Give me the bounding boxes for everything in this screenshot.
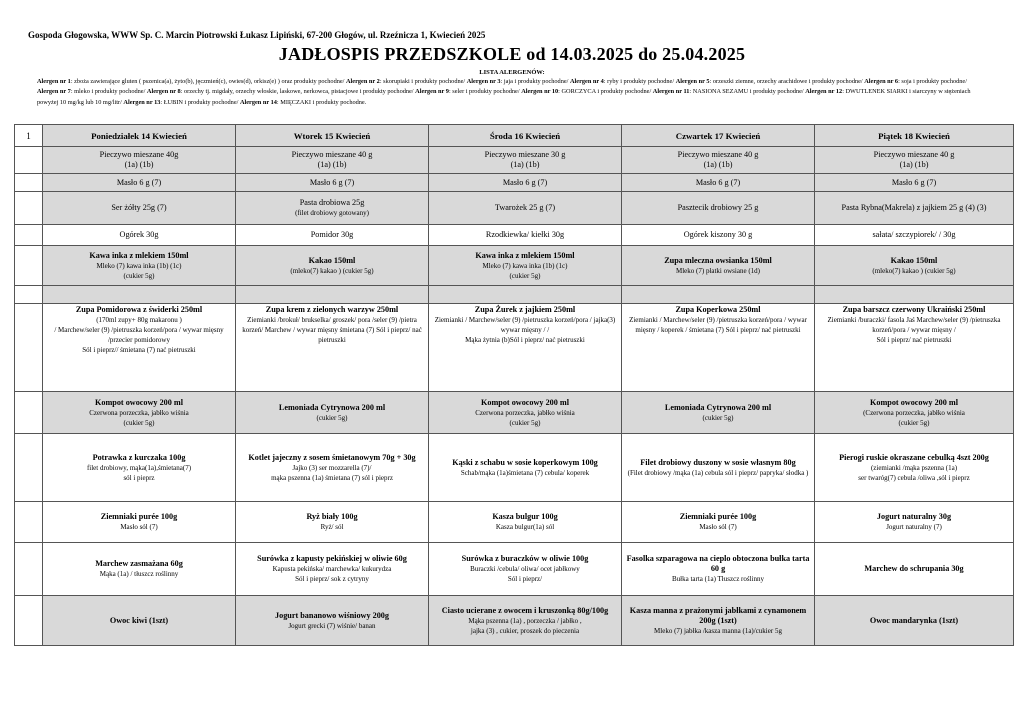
menu-line: (ziemianki /mąka pszenna (1a) [870, 463, 958, 472]
menu-line: (mleko(7) kakao ) (cukier 5g) [872, 266, 956, 275]
menu-line: Kakao 150ml [308, 255, 356, 265]
menu-line: Schab/mąka (1a)śmietana (7) cebula/ koperek [460, 468, 590, 477]
menu-cell-drink1 [429, 246, 622, 286]
menu-cell-butter [815, 174, 1014, 192]
menu-line: (cukier 5g) [123, 271, 155, 280]
menu-line: (1a) (1b) [510, 160, 540, 169]
menu-line: (filet drobiowy gotowany) [295, 209, 369, 217]
menu-line: Pieczywo mieszane 40g [99, 150, 179, 159]
allergen-label: Alergen nr 7 [37, 88, 71, 96]
menu-line: Sól i pieprz/ nać pietruszki [876, 336, 952, 344]
menu-cell-spread [622, 192, 815, 225]
menu-cell-spacer [815, 286, 1014, 304]
menu-line: Ziemianki /brokuł/ brukselka/ groszek/ pora /seler (9) /pietra korzeń/ Marchew / wywar mięsny śmietana (7) Sól i pieprz/ nać pietruszki [242, 316, 422, 344]
menu-line: Kompot owocowy 200 ml [94, 397, 183, 407]
menu-line: (1a) (1b) [317, 160, 347, 169]
menu-cell-soup [622, 304, 815, 392]
allergen-label: Alergen nr 5 [675, 78, 710, 85]
menu-line: (cukier 5g) [509, 418, 541, 427]
allergen-text: : jaja i produkty pochodne/ [500, 78, 570, 85]
menu-line: Czerwona porzeczka, jabłko wiśnia [475, 408, 575, 417]
allergen-text: : DWUTLENEK SIARKI i siarczyny w stężeniach powyżej 10 mg/kg lub 10 mg/litr/ [37, 88, 971, 106]
menu-cell-salad [43, 543, 236, 596]
menu-cell-veg [43, 225, 236, 246]
menu-line: Kasza manna z prażonymi jabłkami z cynamonem 200g (1szt) [629, 605, 807, 625]
menu-line: (cukier 5g) [898, 418, 930, 427]
menu-line: Pieczywo mieszane 30 g [484, 150, 566, 159]
menu-line: Ogórek 30g [119, 230, 159, 239]
menu-cell-bread [236, 147, 429, 174]
menu-cell-salad [622, 543, 815, 596]
menu-line: ser twaróg(7) cebula /oliwa ,sól i pieprz [858, 473, 970, 482]
menu-line: Jogurt bananowo wiśniowy 200g [275, 610, 389, 620]
menu-line: (1a) (1b) [899, 160, 929, 169]
menu-cell-soup [429, 304, 622, 392]
menu-line: Czerwona porzeczka, jabłko wiśnia [89, 408, 189, 417]
menu-line: Pieczywo mieszane 40 g [873, 150, 955, 159]
page-title: JADŁOSPIS PRZEDSZKOLE od 14.03.2025 do 25.04.2025 [278, 44, 746, 64]
menu-row-main [15, 434, 1014, 502]
menu-line: Mleko (7) kawa inka (1b) (1c) [482, 261, 568, 270]
menu-cell-dessert [429, 596, 622, 646]
menu-line: Mleko (7) płatki owsiane (1d) [676, 266, 760, 275]
allergen-label: Alergen nr 2 [346, 78, 380, 85]
day-header: Piątek 18 Kwiecień [815, 125, 1014, 147]
menu-cell-drink1 [43, 246, 236, 286]
menu-line: Rzodkiewka/ kiełki 30g [485, 230, 565, 239]
menu-line: Zupa Pomidorowa z świderki 250ml [75, 305, 203, 314]
menu-line: (cukier 5g) [509, 271, 541, 280]
menu-row-butter [15, 174, 1014, 192]
menu-cell-salad [236, 543, 429, 596]
menu-cell-side [429, 502, 622, 543]
menu-line: Marchew zasmażana 60g [95, 559, 183, 568]
menu-row-salad [15, 543, 1014, 596]
menu-cell-drink1 [236, 246, 429, 286]
menu-row-spread [15, 192, 1014, 225]
menu-cell-spacer [622, 286, 815, 304]
menu-line: Ziemianki / Marchew/seler (9) /pietruszka korzeń/pora / jajka(3) wywar mięsny / / [434, 316, 616, 334]
menu-cell-butter [236, 174, 429, 192]
menu-line: Kotlet jajeczny z sosem śmietanowym 70g + 30g [248, 452, 416, 462]
week-column-cell [15, 225, 43, 246]
menu-line: Buraczki /cebula/ oliwa/ ocet jabłkowy [470, 565, 580, 573]
allergen-text: : orzeszki ziemne, orzechy arachidowe i produkty pochodne/ [709, 78, 865, 85]
menu-cell-spread [429, 192, 622, 225]
menu-line: (1a) (1b) [703, 160, 733, 169]
allergen-text: : soja i produkty pochodne/ [898, 78, 967, 85]
menu-line: Mąka żytnia (b)Sól i pieprz/ nać pietruszki [465, 336, 585, 344]
allergen-text: : GORCZYCA i produkty pochodne/ [558, 88, 653, 96]
menu-line: (Filet drobiowy /mąka (1a) cebula sól i pieprz/ papryka/ słodka ) [627, 468, 809, 477]
menu-line: Mąka pszenna (1a) , porzeczka / jabłko , [468, 616, 582, 625]
menu-line: Zupa Żurek z jajkiem 250ml [474, 305, 576, 314]
menu-row-soup [15, 304, 1014, 392]
menu-cell-veg [815, 225, 1014, 246]
menu-line: (1a) (1b) [124, 160, 154, 169]
menu-row-drink2 [15, 392, 1014, 434]
menu-line: Zupa barszcz czerwony Ukraiński 250ml [842, 305, 986, 314]
menu-line: Surówka z buraczków w oliwie 100g [461, 554, 589, 563]
menu-cell-bread [622, 147, 815, 174]
menu-cell-spread [236, 192, 429, 225]
menu-line: Ryż biały 100g [306, 512, 358, 521]
menu-cell-bread [429, 147, 622, 174]
allergen-label: Alergen nr 12 [805, 88, 843, 96]
menu-line: Kakao 150ml [890, 255, 938, 265]
menu-line: Kawa inka z mlekiem 150ml [89, 250, 189, 260]
allergen-list-heading: LISTA ALERGENÓW: [479, 69, 545, 76]
menu-cell-spacer [43, 286, 236, 304]
menu-line: Ogórek kiszony 30 g [683, 230, 753, 239]
menu-row-veg [15, 225, 1014, 246]
menu-cell-main [236, 434, 429, 502]
menu-line: Ziemniaki purée 100g [100, 512, 178, 521]
allergen-label: Alergen nr 9 [415, 88, 449, 96]
menu-line: Masło sól (7) [699, 523, 737, 531]
menu-line: Ziemianki / Marchew/seler (9) /pietruszka korzeń/pora / wywar mięsny / koperek / śmietana (7) Sól i pieprz/ nać pietruszki [629, 316, 807, 334]
menu-cell-dessert [43, 596, 236, 646]
week-column-cell [15, 543, 43, 596]
menu-cell-drink1 [622, 246, 815, 286]
menu-line: Masło 6 g (7) [502, 177, 548, 187]
menu-line: Twarożek 25 g (7) [494, 203, 556, 212]
allergen-list [37, 77, 987, 108]
week-column-cell [15, 596, 43, 646]
menu-line: Sól i pieprz// śmietana (7) nać pietruszki [82, 346, 196, 354]
menu-line: (cukier 5g) [702, 413, 734, 422]
menu-cell-drink2 [43, 392, 236, 434]
menu-line: Mleko (7) kawa inka (1b) (1c) [96, 261, 182, 270]
menu-line: Pasta Rybna(Makrela) z jajkiem 25 g (4) (3) [841, 203, 987, 212]
menu-line: Kompot owocowy 200 ml [869, 397, 958, 407]
menu-line: Masło 6 g (7) [891, 177, 937, 187]
allergen-text: : mleko i produkty pochodne/ [70, 88, 147, 96]
week-column-cell [15, 304, 43, 392]
menu-cell-soup [43, 304, 236, 392]
allergen-text: : ŁUBIN i produkty pochodne/ [160, 98, 240, 106]
allergen-text: : MIĘCZAKI i produkty pochodne. [276, 98, 367, 106]
menu-cell-butter [43, 174, 236, 192]
menu-cell-veg [622, 225, 815, 246]
week-column-cell [15, 147, 43, 174]
menu-line: jajka (3) , cukier, proszek do pieczenia [470, 626, 580, 635]
menu-cell-bread [815, 147, 1014, 174]
menu-line: Kawa inka z mlekiem 150ml [475, 250, 575, 260]
day-header: Czwartek 17 Kwiecień [622, 125, 815, 147]
menu-line: Pieczywo mieszane 40 g [677, 150, 759, 159]
menu-line: Jogurt naturalny (7) [886, 523, 942, 531]
menu-line: Lemoniada Cytrynowa 200 ml [664, 402, 772, 412]
allergen-label: Alergen nr 3 [466, 78, 501, 85]
menu-cell-side [43, 502, 236, 543]
menu-cell-soup [815, 304, 1014, 392]
menu-line: Ziemniaki purée 100g [679, 512, 757, 521]
menu-line: Owoc kiwi (1szt) [109, 615, 169, 625]
menu-line: Pasztecik drobiowy 25 g [677, 203, 759, 212]
menu-line: Surówka z kapusty pekińskiej w oliwie 60g [257, 554, 407, 563]
menu-line: Pomidor 30g [310, 230, 354, 239]
day-header: Środa 16 Kwiecień [429, 125, 622, 147]
menu-cell-main [429, 434, 622, 502]
menu-cell-dessert [622, 596, 815, 646]
menu-cell-drink2 [622, 392, 815, 434]
menu-cell-veg [429, 225, 622, 246]
menu-cell-dessert [236, 596, 429, 646]
week-number: 1 [15, 125, 43, 147]
menu-row-side [15, 502, 1014, 543]
week-column-cell [15, 502, 43, 543]
menu-line: (cukier 5g) [316, 413, 348, 422]
menu-cell-spacer [429, 286, 622, 304]
week-column-cell [15, 246, 43, 286]
menu-cell-main [815, 434, 1014, 502]
menu-line: Masło sól (7) [120, 523, 158, 531]
menu-line: Owoc mandarynka (1szt) [869, 615, 959, 625]
menu-line: Mleko (7) jabłka /kasza manna (1a)/cukier 5g [654, 626, 782, 635]
week-column-cell [15, 434, 43, 502]
menu-line: sól i pieprz [123, 473, 155, 482]
menu-line: Ser żółty 25g (7) [111, 203, 167, 212]
menu-line: Mąka (1a) / tłuszcz roślinny [99, 570, 179, 578]
menu-line: Zupa Koperkowa 250ml [675, 305, 761, 314]
allergen-label: Alergen nr 13 [123, 98, 161, 106]
menu-line: filet drobiowy, mąka(1a),śmietana(7) [86, 463, 192, 472]
allergen-text: : seler i produkty pochodne/ [448, 88, 522, 96]
menu-line: Jogurt grecki (7) wiśnie/ banan [288, 621, 376, 630]
menu-cell-drink2 [236, 392, 429, 434]
menu-line: Ryż/ sól [320, 523, 344, 531]
menu-line: Marchew do schrupania 30g [864, 564, 964, 573]
menu-cell-butter [429, 174, 622, 192]
allergen-label: Alergen nr 14 [239, 98, 277, 106]
allergen-label: Alergen nr 11 [652, 88, 690, 96]
allergen-text: : ryby i produkty pochodne/ [603, 78, 676, 85]
allergen-text: : zboża zawierające gluten ( pszenica(a), żyto(b), jęczmień(c), owies(d), orkisz(e) ) oraz produkty pochodne/ [70, 78, 346, 85]
menu-line: Masło 6 g (7) [695, 177, 741, 187]
menu-cell-spread [815, 192, 1014, 225]
day-header: Poniedziałek 14 Kwiecień [43, 125, 236, 147]
menu-cell-spread [43, 192, 236, 225]
menu-line: Lemoniada Cytrynowa 200 ml [278, 402, 386, 412]
menu-cell-salad [815, 543, 1014, 596]
menu-line: Kompot owocowy 200 ml [480, 397, 569, 407]
menu-cell-drink1 [815, 246, 1014, 286]
menu-line: Kapusta pekińska/ marchewka/ kukurydza [272, 565, 392, 573]
menu-line: Kąski z schabu w sosie koperkowym 100g [452, 457, 598, 467]
menu-cell-bread [43, 147, 236, 174]
menu-line: Filet drobiowy duszony w sosie własnym 80g [640, 457, 796, 467]
menu-line: Sól i pieprz/ [507, 575, 543, 583]
allergen-label: Alergen nr 1 [37, 78, 71, 85]
menu-line: Ciasto ucierane z owocem i kruszonką 80g/100g [441, 605, 609, 615]
menu-line: Kasza bulgur 100g [492, 512, 558, 521]
menu-line: (mleko(7) kakao ) (cukier 5g) [290, 266, 374, 275]
menu-cell-main [622, 434, 815, 502]
menu-line: Zupa krem z zielonych warzyw 250ml [265, 305, 399, 314]
menu-line: Potrawka z kurczaka 100g [92, 452, 186, 462]
menu-table [14, 124, 1014, 646]
menu-cell-salad [429, 543, 622, 596]
week-column-cell [15, 174, 43, 192]
menu-line: Bułka tarta (1a) Tłuszcz roślinny [671, 575, 764, 583]
week-column-cell [15, 392, 43, 434]
menu-line: Masło 6 g (7) [116, 177, 162, 187]
menu-cell-side [815, 502, 1014, 543]
menu-row-spacer [15, 286, 1014, 304]
menu-line: / Marchew/seler (9) /pietruszka korzeń/pora / wywar mięsny /przecier pomidorowy [54, 326, 224, 344]
menu-line: Pasta drobiowa 25g [299, 198, 365, 207]
menu-row-days [15, 125, 1014, 147]
menu-cell-veg [236, 225, 429, 246]
menu-line: (cukier 5g) [123, 418, 155, 427]
menu-line: Masło 6 g (7) [309, 177, 355, 187]
allergen-text: : NASIONA SEZAMU i produkty pochodne/ [689, 88, 806, 96]
menu-line: mąka pszenna (1a) śmietana (7) sól i pieprz [271, 473, 393, 482]
menu-line: (170ml zupy+ 80g makaronu ) [96, 316, 182, 324]
menu-cell-soup [236, 304, 429, 392]
menu-line: sałata/ szczypiorek/ / 30g [872, 230, 956, 239]
menu-line: Ziemianki /buraczki/ fasola Jaś Marchew/seler (9) /pietruszka korzeń/pora / wywar mięsny / [827, 316, 1001, 334]
menu-line: Kasza bulgur(1a) sól [495, 523, 555, 531]
menu-cell-side [236, 502, 429, 543]
menu-line: Pierogi ruskie okraszane cebulką 4szt 200g [839, 452, 989, 462]
allergen-text: : skorupiaki i produkty pochodne/ [379, 78, 467, 85]
menu-cell-side [622, 502, 815, 543]
menu-row-drink1 [15, 246, 1014, 286]
menu-cell-dessert [815, 596, 1014, 646]
menu-line: Pieczywo mieszane 40 g [291, 150, 373, 159]
menu-cell-spacer [236, 286, 429, 304]
menu-cell-main [43, 434, 236, 502]
menu-line: Jogurt naturalny 30g [876, 512, 952, 521]
allergen-label: Alergen nr 10 [521, 88, 559, 96]
menu-line: Jajko (3) ser mozzarella (7)/ [292, 463, 372, 472]
menu-cell-drink2 [815, 392, 1014, 434]
allergen-text: : orzechy tj. migdały, orzechy włoskie, laskowe, nerkowca, pistacjowe i produkty pochodne/ [180, 88, 416, 96]
menu-line: Zupa mleczna owsianka 150ml [664, 255, 772, 265]
menu-cell-drink2 [429, 392, 622, 434]
menu-cell-butter [622, 174, 815, 192]
menu-line: (Czerwona porzeczka, jabłko wiśnia [863, 408, 965, 417]
week-column-cell [15, 286, 43, 304]
allergen-label: Alergen nr 6 [864, 78, 899, 85]
allergen-label: Alergen nr 4 [569, 78, 604, 85]
week-column-cell [15, 192, 43, 225]
allergen-label: Alergen nr 8 [146, 88, 181, 96]
menu-line: Fasolka szparagowa na cieplo obtoczona bułka tarta 60 g [626, 554, 810, 573]
header-company: Gospoda Głogowska, WWW Sp. C. Marcin Piotrowski Łukasz Lipiński, 67-200 Głogów, ul. Rzeźnicza 1, Kwiecień 2025 [28, 30, 486, 40]
menu-line: Sól i pieprz/ sok z cytryny [295, 575, 369, 583]
menu-row-bread [15, 147, 1014, 174]
menu-row-dessert [15, 596, 1014, 646]
day-header: Wtorek 15 Kwiecień [236, 125, 429, 147]
